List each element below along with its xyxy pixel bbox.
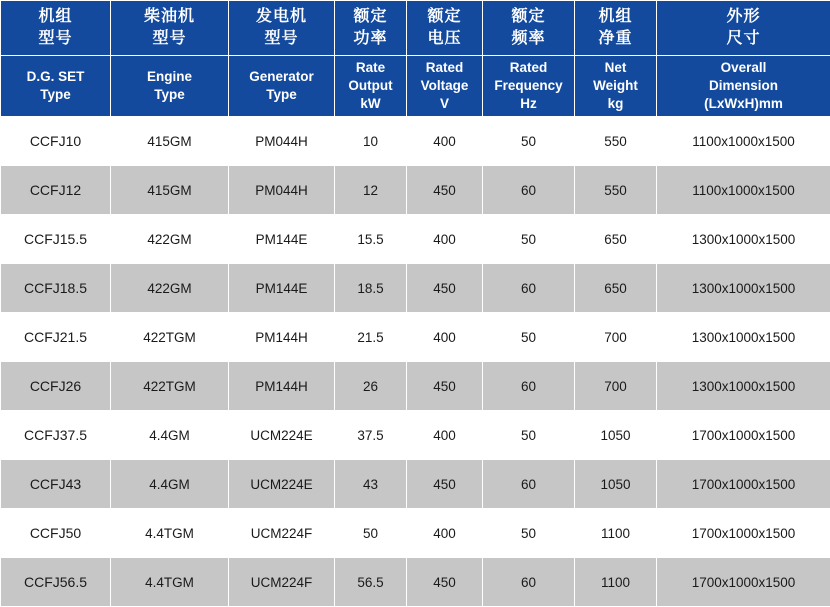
table-cell: 1700x1000x1500 xyxy=(657,411,830,460)
table-cell: 4.4GM xyxy=(111,460,229,509)
table-cell: 60 xyxy=(483,460,575,509)
table-cell: UCM224E xyxy=(229,460,335,509)
table-cell: 1100 xyxy=(575,558,657,607)
table-cell: 415GM xyxy=(111,166,229,215)
table-cell: 400 xyxy=(407,117,483,166)
table-cell: 26 xyxy=(335,362,407,411)
table-cell: 1100x1000x1500 xyxy=(657,117,830,166)
table-cell: 56.5 xyxy=(335,558,407,607)
cell-dgset-type: CCFJ18.5 xyxy=(1,264,111,313)
table-cell: 450 xyxy=(407,460,483,509)
table-cell: 400 xyxy=(407,509,483,558)
header-en-overall-dimension: Overall Dimension (LxWxH)mm xyxy=(657,56,830,117)
table-cell: 1300x1000x1500 xyxy=(657,264,830,313)
table-cell: 1300x1000x1500 xyxy=(657,362,830,411)
table-cell: PM044H xyxy=(229,117,335,166)
cell-dgset-type: CCFJ50 xyxy=(1,509,111,558)
table-cell: 15.5 xyxy=(335,215,407,264)
header-row-english xyxy=(1,56,830,117)
cell-dgset-type: CCFJ56.5 xyxy=(1,558,111,607)
header-cn-engine-type: 柴油机 型号 xyxy=(111,1,229,56)
table-cell: 43 xyxy=(335,460,407,509)
table-cell: 1100 xyxy=(575,509,657,558)
table-cell: 1300x1000x1500 xyxy=(657,215,830,264)
table-cell: 415GM xyxy=(111,117,229,166)
table-cell: 650 xyxy=(575,264,657,313)
table-cell: 450 xyxy=(407,166,483,215)
table-body xyxy=(1,117,830,607)
table-cell: 650 xyxy=(575,215,657,264)
header-cn-dgset-type: 机组 型号 xyxy=(1,1,111,56)
table-cell: 60 xyxy=(483,264,575,313)
header-cn-rated-voltage: 额定 电压 xyxy=(407,1,483,56)
table-row xyxy=(1,411,830,460)
table-cell: UCM224E xyxy=(229,411,335,460)
table-cell: 450 xyxy=(407,362,483,411)
cell-dgset-type: CCFJ12 xyxy=(1,166,111,215)
header-cn-net-weight: 机组 净重 xyxy=(575,1,657,56)
table-row xyxy=(1,117,830,166)
table-cell: 1300x1000x1500 xyxy=(657,313,830,362)
table-cell: 422GM xyxy=(111,215,229,264)
table-cell: 1050 xyxy=(575,460,657,509)
cell-dgset-type: CCFJ37.5 xyxy=(1,411,111,460)
table-cell: 700 xyxy=(575,313,657,362)
table-cell: 1700x1000x1500 xyxy=(657,558,830,607)
table-cell: UCM224F xyxy=(229,558,335,607)
header-row-chinese xyxy=(1,1,830,56)
table-row xyxy=(1,362,830,411)
table-cell: 50 xyxy=(483,117,575,166)
header-en-engine-type: Engine Type xyxy=(111,56,229,117)
table-cell: 422GM xyxy=(111,264,229,313)
table-cell: UCM224F xyxy=(229,509,335,558)
table-cell: 50 xyxy=(483,509,575,558)
header-cn-rated-output: 额定 功率 xyxy=(335,1,407,56)
cell-dgset-type: CCFJ26 xyxy=(1,362,111,411)
table-cell: 450 xyxy=(407,264,483,313)
table-header xyxy=(1,1,830,117)
table-row xyxy=(1,215,830,264)
header-en-net-weight: Net Weight kg xyxy=(575,56,657,117)
table-cell: 1050 xyxy=(575,411,657,460)
table-cell: 60 xyxy=(483,558,575,607)
header-cn-generator-type: 发电机 型号 xyxy=(229,1,335,56)
table-cell: 450 xyxy=(407,558,483,607)
table-cell: 10 xyxy=(335,117,407,166)
cell-dgset-type: CCFJ43 xyxy=(1,460,111,509)
table-row xyxy=(1,166,830,215)
table-cell: PM044H xyxy=(229,166,335,215)
table-cell: 50 xyxy=(483,215,575,264)
table-cell: 37.5 xyxy=(335,411,407,460)
table-cell: 400 xyxy=(407,313,483,362)
table-cell: 4.4GM xyxy=(111,411,229,460)
table-cell: 12 xyxy=(335,166,407,215)
header-en-rated-frequency: Rated Frequency Hz xyxy=(483,56,575,117)
table-cell: 1700x1000x1500 xyxy=(657,460,830,509)
table-row xyxy=(1,509,830,558)
header-en-generator-type: Generator Type xyxy=(229,56,335,117)
table-cell: PM144E xyxy=(229,215,335,264)
table-cell: PM144H xyxy=(229,362,335,411)
table-cell: 60 xyxy=(483,362,575,411)
table-cell: 1700x1000x1500 xyxy=(657,509,830,558)
table-cell: 50 xyxy=(483,313,575,362)
cell-dgset-type: CCFJ21.5 xyxy=(1,313,111,362)
header-cn-rated-frequency: 额定 频率 xyxy=(483,1,575,56)
table-cell: 400 xyxy=(407,411,483,460)
table-row xyxy=(1,558,830,607)
header-en-rated-output: Rate Output kW xyxy=(335,56,407,117)
table-row xyxy=(1,313,830,362)
table-row xyxy=(1,264,830,313)
table-cell: 4.4TGM xyxy=(111,509,229,558)
cell-dgset-type: CCFJ10 xyxy=(1,117,111,166)
table-cell: 4.4TGM xyxy=(111,558,229,607)
table-cell: PM144H xyxy=(229,313,335,362)
header-en-rated-voltage: Rated Voltage V xyxy=(407,56,483,117)
table-cell: PM144E xyxy=(229,264,335,313)
table-cell: 1100x1000x1500 xyxy=(657,166,830,215)
table-cell: 550 xyxy=(575,166,657,215)
table-cell: 400 xyxy=(407,215,483,264)
table-row xyxy=(1,460,830,509)
cell-dgset-type: CCFJ15.5 xyxy=(1,215,111,264)
table-cell: 50 xyxy=(335,509,407,558)
table-cell: 422TGM xyxy=(111,362,229,411)
table-cell: 60 xyxy=(483,166,575,215)
table-cell: 700 xyxy=(575,362,657,411)
table-cell: 550 xyxy=(575,117,657,166)
table-cell: 18.5 xyxy=(335,264,407,313)
table-cell: 21.5 xyxy=(335,313,407,362)
table-cell: 50 xyxy=(483,411,575,460)
table-cell: 422TGM xyxy=(111,313,229,362)
header-en-dgset-type: D.G. SET Type xyxy=(1,56,111,117)
header-cn-overall-dimension: 外形 尺寸 xyxy=(657,1,830,56)
